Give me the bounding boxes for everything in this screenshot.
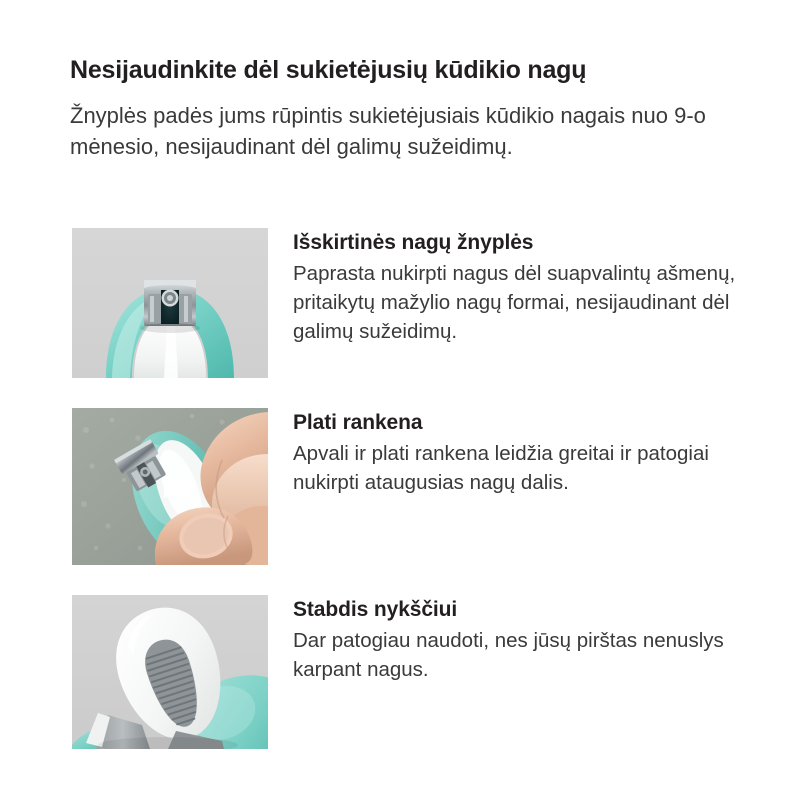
- feature-title: Plati rankena: [293, 411, 423, 434]
- feature-list: [72, 228, 762, 749]
- feature-item: [72, 595, 762, 749]
- feature-text: Apvali ir plati rankena leidžia greitai ir patogiai nukirpti ataugusias nagų dalis.: [293, 442, 709, 495]
- page-subtitle: Žnyplės padės jums rūpintis sukietėjusiais kūdikio nagais nuo 9-o mėnesio, nesijaudinant dėl galimų sužeidimų.: [70, 103, 706, 160]
- feature-image-thumb-rest-detail: [72, 595, 268, 749]
- feature-image-hand-holding-clipper: [72, 408, 268, 565]
- feature-title: Stabdis nykščiui: [293, 598, 458, 621]
- feature-text: Paprasta nukirpti nagus dėl suapvalintų ašmenų, pritaikytų mažylio nagų formai, nesijaudinant dėl galimų sužeidimų.: [293, 262, 736, 344]
- feature-item: [72, 408, 762, 565]
- feature-image-nail-clipper-blade-closeup: [72, 228, 268, 378]
- header: [70, 55, 750, 163]
- feature-body: [268, 408, 762, 497]
- feature-item: [72, 228, 762, 378]
- feature-text: Dar patogiau naudoti, nes jūsų pirštas nenuslys karpant nagus.: [293, 629, 724, 682]
- feature-body: [268, 595, 762, 684]
- page-title: Nesijaudinkite dėl sukietėjusių kūdikio nagų: [70, 56, 587, 84]
- feature-body: [268, 228, 762, 347]
- feature-title: Išskirtinės nagų žnyplės: [293, 231, 534, 254]
